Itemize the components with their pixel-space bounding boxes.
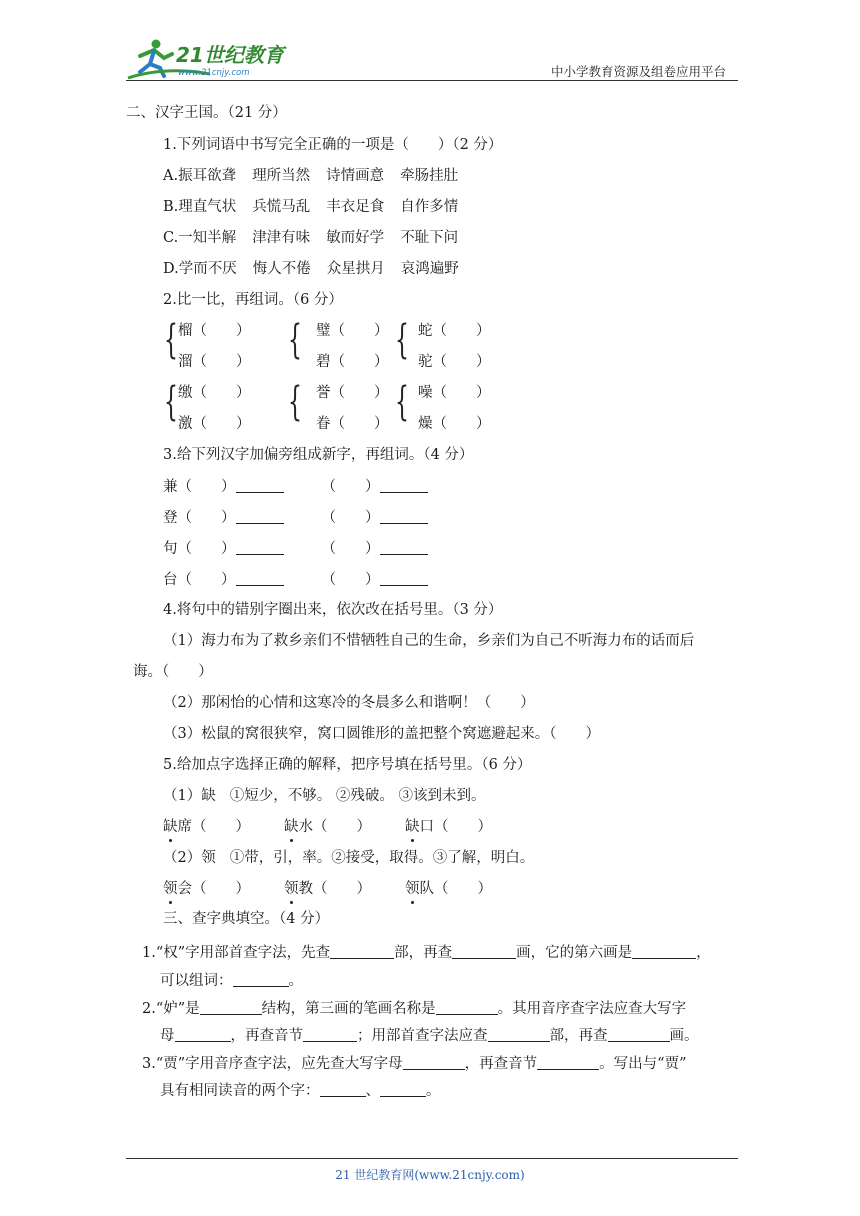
q2-word: 眷（ ）	[316, 416, 389, 432]
q1-option-d: D.学而不厌 悔人不倦 众星拱月 哀鸿遍野	[163, 261, 459, 277]
q2-word: 誉（ ）	[316, 385, 389, 401]
brace-icon: {	[395, 379, 409, 425]
footer-link[interactable]: 21 世纪教育网(www.21cnjy.com)	[335, 1168, 525, 1182]
q5-part2-meanings: （2）领 ①带，引，率。②接受，取得。③了解，明白。	[163, 850, 535, 866]
q1-option-b: B.理直气状 兵慌马乱 丰衣足食 自作多情	[163, 199, 459, 215]
header-divider	[126, 80, 738, 81]
q4-sentence-1-cont: 诲。（ ）	[133, 664, 213, 680]
q5-part2-words: 领会（ ） 领教（ ） 领队（ ）	[163, 881, 492, 897]
q5-part1-meanings: （1）缺 ①短少，不够。 ②残破。 ③该到未到。	[163, 788, 486, 804]
q1-option-c: C.一知半解 津津有味 敏而好学 不耻下问	[163, 230, 459, 246]
svg-text:www.21cnjy.com: www.21cnjy.com	[178, 68, 250, 78]
page-header	[126, 36, 738, 82]
q3-row: 台（ ） （ ）	[163, 571, 428, 589]
q3-stem: 3.给下列汉字加偏旁组成新字，再组词。（4 分）	[163, 447, 474, 463]
q2-word: 噪（ ）	[418, 385, 491, 401]
q3-row: 兼（ ） （ ）	[163, 478, 428, 496]
brace-icon: {	[164, 379, 178, 425]
q2-word: 榴（ ）	[178, 323, 251, 339]
svg-text:21世纪教育: 21世纪教育	[176, 43, 284, 67]
q4-stem: 4.将句中的错别字圈出来，依次改在括号里。（3 分）	[163, 602, 503, 618]
q2-word: 激（ ）	[178, 416, 251, 432]
q4-sentence-2: （2）那闲怡的心情和这寒冷的冬晨多么和谐啊！（ ）	[163, 695, 535, 711]
q1-stem: 1.下列词语中书写完全正确的一项是（ ）（2 分）	[163, 137, 503, 153]
brace-icon: {	[288, 379, 302, 425]
footer-divider	[126, 1158, 738, 1159]
brace-icon: {	[288, 317, 302, 363]
dict-item-2-cont: 母 ，再查音节 ；用部首查字法应查 部，再查 画。	[160, 1028, 699, 1044]
q3-row: 句（ ） （ ）	[163, 540, 428, 558]
q2-word: 碧（ ）	[316, 354, 389, 370]
q4-sentence-1: （1）海力布为了救乡亲们不惜牺牲自己的生命，乡亲们为自己不听海力布的话而后	[163, 633, 695, 649]
header-slogan: 中小学教育资源及组卷应用平台	[550, 64, 726, 79]
logo-icon	[126, 36, 296, 80]
q2-word: 燥（ ）	[418, 416, 491, 432]
section-3-title: 三、查字典填空。（4 分）	[163, 911, 330, 927]
dict-item-2: 2.“妒”是 结构，第三画的笔画名称是 。其用音序查字法应查大写字	[142, 1001, 687, 1017]
dict-item-3: 3.“贾”字用音序查字法，应先查大写字母 ，再查音节 。写出与“贾”	[142, 1056, 687, 1072]
q2-stem: 2.比一比，再组词。（6 分）	[163, 292, 343, 308]
section-2-title: 二、汉字王国。（21 分）	[126, 105, 287, 121]
q5-part1-words: 缺席（ ） 缺水（ ） 缺口（ ）	[163, 819, 492, 835]
brace-icon: {	[164, 317, 178, 363]
q2-word: 溜（ ）	[178, 354, 251, 370]
q4-sentence-3: （3）松鼠的窝很狭窄，窝口圆锥形的盖把整个窝遮避起来。（ ）	[163, 726, 600, 742]
q3-row: 登（ ） （ ）	[163, 509, 428, 527]
q1-option-a: A.振耳欲聋 理所当然 诗情画意 牵肠挂肚	[163, 168, 459, 184]
dict-item-1-cont: 可以组词： 。	[160, 973, 303, 989]
dict-item-1: 1.“权”字用部首查字法，先查 部，再查 画，它的第六画是 ，	[142, 945, 711, 961]
q2-word: 蛇（ ）	[418, 323, 491, 339]
q2-word: 缴（ ）	[178, 385, 251, 401]
dict-item-3-cont: 具有相同读音的两个字： 、 。	[160, 1083, 441, 1099]
brace-icon: {	[395, 317, 409, 363]
q5-stem: 5.给加点字选择正确的解释，把序号填在括号里。（6 分）	[163, 757, 532, 773]
q2-word: 驼（ ）	[418, 354, 491, 370]
q2-word: 璧（ ）	[316, 323, 389, 339]
